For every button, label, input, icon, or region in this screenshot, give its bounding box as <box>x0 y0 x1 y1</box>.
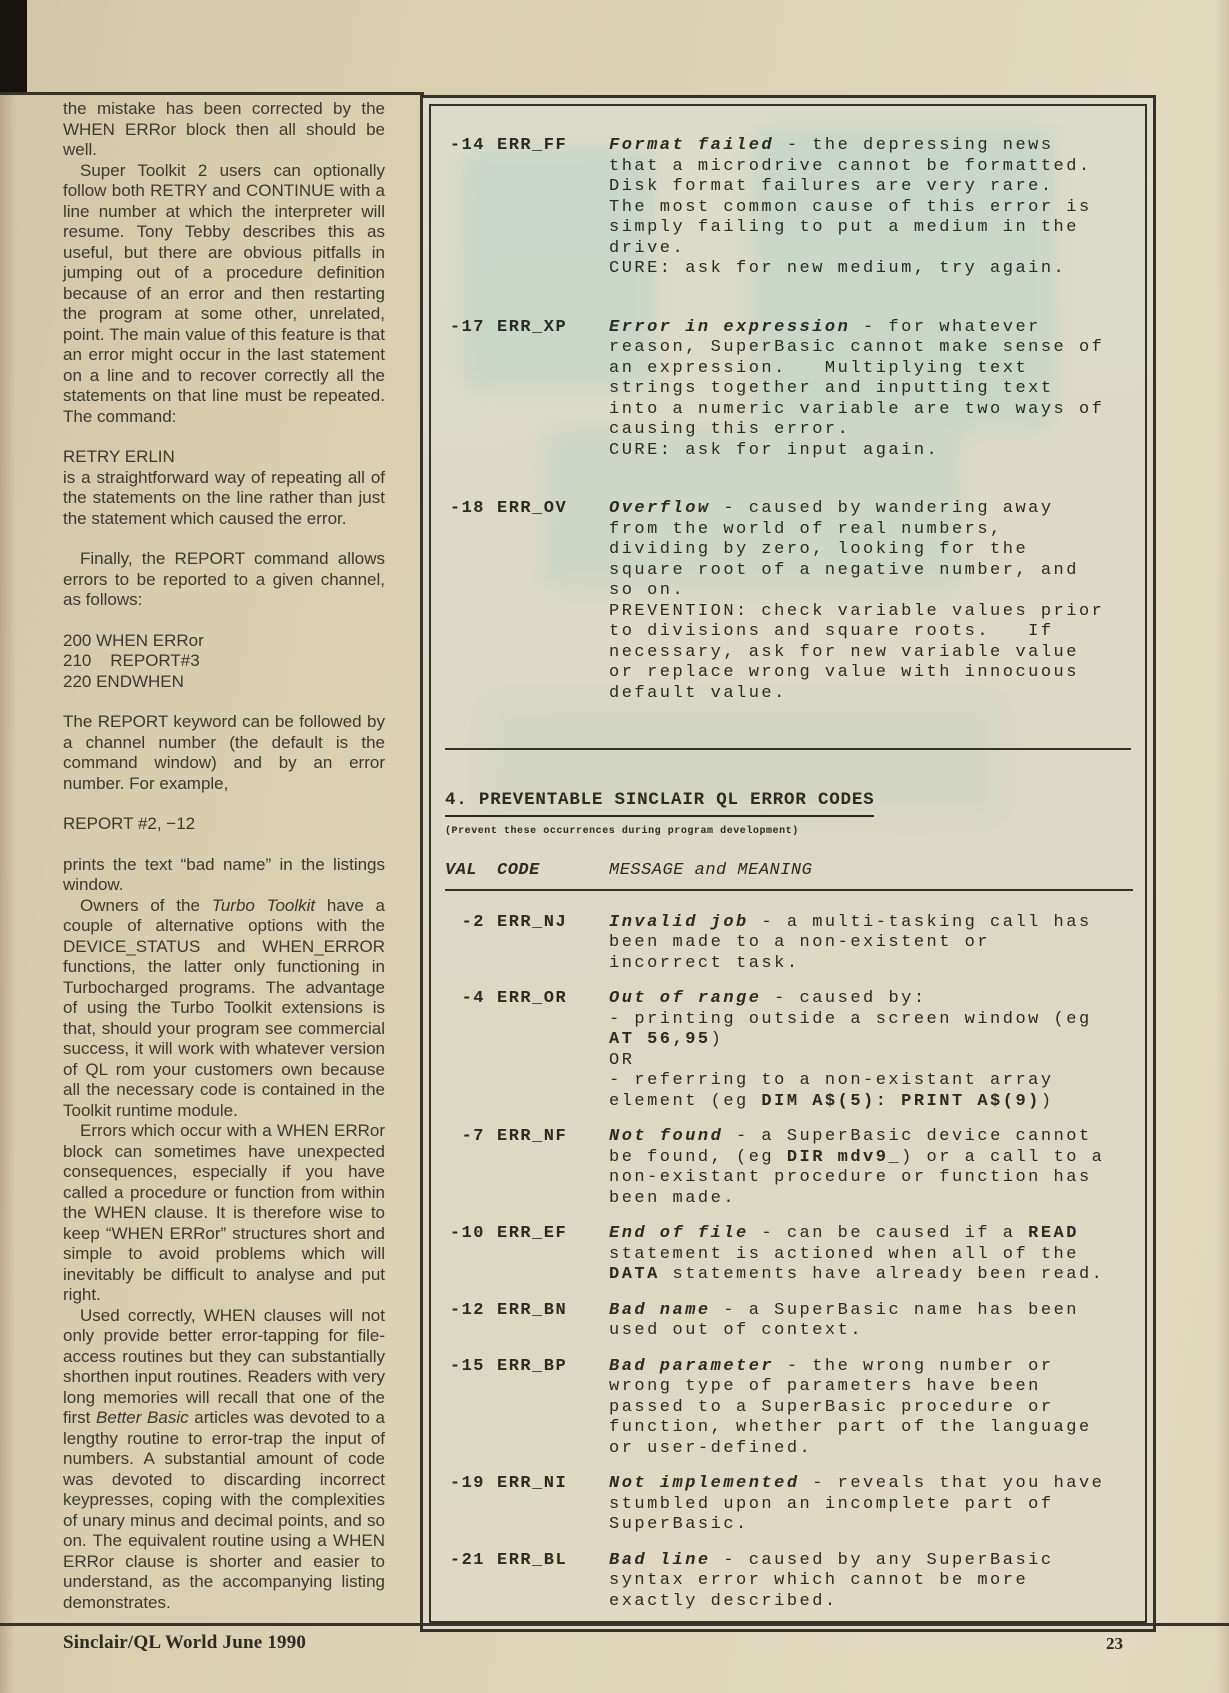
error-code-cell: ERR_FF <box>497 136 568 155</box>
error-table-row <box>445 1551 1133 1613</box>
error-message-text: OR <box>609 1050 635 1070</box>
error-message-line <box>609 684 1133 705</box>
code-line: RETRY ERLIN <box>63 447 175 466</box>
error-message-text: DATA <box>609 1265 660 1284</box>
error-message-line <box>609 1418 1133 1439</box>
page-edge-shadow-right <box>1215 0 1229 1693</box>
footer-publication: Sinclair/QL World June 1990 <box>63 1632 307 1653</box>
article-paragraph <box>63 161 385 428</box>
paragraph-text: Super Toolkit 2 users can optionally follow both RETRY and CONTINUE with a line number at which the interpreter will resume. Tony Tebby describes this as useful, but there are obvious pitfalls in jumping out of a procedure definition because of an error and then restarting the program at some other, unrelated, point. The main value of this feature is that an error might occur in the last statement on a line and to recover correctly all the statements on that line must be repeated. The command: <box>63 160 385 426</box>
error-message-title: Invalid job <box>609 912 749 932</box>
error-value-cell: -14 <box>449 136 485 155</box>
error-message-line <box>609 1189 1133 1210</box>
error-message-cell <box>609 1301 1133 1342</box>
error-message-text: be found, (eg <box>609 1147 787 1167</box>
scan-black-corner <box>0 0 27 95</box>
error-message-title: Bad name <box>609 1300 711 1320</box>
error-message-line <box>609 933 1133 954</box>
error-message-text: used out of context. <box>609 1321 864 1340</box>
error-value-cell: -2 <box>461 912 485 932</box>
error-value-cell: -7 <box>461 1127 485 1146</box>
error-message-text: - a SuperBasic device cannot <box>723 1127 1092 1146</box>
code-listing <box>63 814 385 835</box>
paragraph-text: Used correctly, WHEN clauses will not only provide better error-tapping for file-access routines but they can substantially shorthen input routines. Readers with very long memories will recall that one of the first <box>63 1305 385 1427</box>
error-message-text: - a SuperBasic name has been <box>710 1300 1079 1320</box>
error-message-line <box>609 643 1133 664</box>
paragraph-text: The REPORT keyword can be followed by a channel number (the default is the command window) and by an error number. For example, <box>63 712 385 793</box>
error-message-cell <box>609 1224 1133 1286</box>
error-code-cell: ERR_EF <box>497 1224 568 1243</box>
error-message-cell <box>609 1474 1133 1536</box>
error-table-row <box>445 1224 1133 1286</box>
error-value-cell: -10 <box>449 1224 485 1243</box>
error-table-row <box>445 318 1133 462</box>
error-message-text: strings together and inputting text <box>609 379 1054 398</box>
article-paragraph <box>63 896 385 1122</box>
error-message-line <box>609 1224 1133 1245</box>
error-message-line <box>609 1592 1133 1613</box>
error-message-line <box>609 400 1133 421</box>
error-message-line <box>609 1168 1133 1189</box>
error-message-text: - a multi-tasking call has <box>748 912 1092 932</box>
error-message-text: non-existant procedure or function has <box>609 1168 1092 1187</box>
error-message-cell <box>609 1357 1133 1460</box>
error-message-line <box>609 520 1133 541</box>
footer-rule <box>0 1623 1229 1626</box>
error-message-line <box>609 602 1133 623</box>
error-message-cell <box>609 136 1133 280</box>
error-value-cell: -4 <box>461 989 485 1008</box>
error-message-text: statement is actioned when all of the <box>609 1244 1079 1264</box>
error-message-text: - can be caused if a <box>748 1224 1029 1243</box>
error-message-line <box>609 318 1133 339</box>
error-code-cell: ERR_OR <box>497 989 568 1008</box>
error-message-text: - caused by wandering away <box>710 499 1054 518</box>
error-code-table-panel <box>420 95 1156 1632</box>
error-message-line <box>609 1301 1133 1322</box>
error-value-cell: -12 <box>449 1300 485 1320</box>
error-message-cell <box>609 989 1133 1112</box>
paragraph-text: Errors which occur with a WHEN ERRor block can sometimes have unexpected consequences, especially if you have called a procedure or function from within the WHEN clause. It is therefore wise to keep “WHEN ERRor” structures short and simple to avoid problems which will inevitably be difficult to analyse and put right. <box>63 1121 385 1304</box>
error-message-text: SuperBasic. <box>609 1515 749 1534</box>
error-message-line <box>609 1357 1133 1378</box>
page-edge-shadow-left <box>0 0 16 1693</box>
error-message-text: to divisions and square roots. If <box>609 622 1054 641</box>
error-message-line <box>609 1551 1133 1572</box>
footer-page-number: 23 <box>1106 1634 1123 1653</box>
error-message-text: ) <box>710 1030 724 1049</box>
error-message-text: been made. <box>609 1188 737 1208</box>
error-message-text: element (eg <box>609 1091 762 1111</box>
error-message-line <box>609 1495 1133 1516</box>
error-message-line <box>609 1265 1133 1286</box>
section-subtitle: (Prevent these occurrences during program development) <box>445 826 799 837</box>
error-message-line <box>609 561 1133 582</box>
error-message-text: - for whatever <box>850 317 1041 337</box>
error-message-line <box>609 359 1133 380</box>
article-paragraph <box>63 468 385 530</box>
error-code-table-content <box>429 104 1147 1623</box>
error-message-text: causing this error. <box>609 420 851 439</box>
error-message-line <box>609 1515 1133 1536</box>
error-message-cell <box>609 1127 1133 1209</box>
error-message-title: Format failed <box>609 136 775 155</box>
paragraph-text: Finally, the REPORT command allows errors to be reported to a given channel, as follows: <box>63 549 385 609</box>
error-value-cell: -21 <box>449 1550 485 1570</box>
error-message-text: been made to a non-existent or <box>609 933 991 952</box>
article-paragraph <box>63 712 385 794</box>
error-message-line <box>609 989 1133 1010</box>
error-value-cell: -15 <box>449 1356 485 1376</box>
error-code-cell: ERR_XP <box>497 317 568 337</box>
error-message-text: DIR mdv9_ <box>786 1147 902 1167</box>
article-paragraph <box>63 855 385 896</box>
error-message-text: ) <box>1040 1091 1054 1111</box>
article-paragraph <box>63 1306 385 1614</box>
error-message-line <box>609 441 1133 462</box>
code-line: 220 ENDWHEN <box>63 671 184 691</box>
table-header-rule <box>445 889 1133 891</box>
error-message-text: Disk format failures are very rare. <box>609 177 1054 196</box>
error-message-text: DIM A$(5): PRINT A$(9) <box>761 1091 1041 1111</box>
error-message-line <box>609 177 1133 198</box>
error-message-text: - caused by: <box>761 989 927 1008</box>
error-message-text: exactly described. <box>609 1591 838 1611</box>
code-line: 210 REPORT#3 <box>63 651 200 670</box>
error-message-line <box>609 581 1133 602</box>
error-message-text: an expression. Multiplying text <box>609 358 1029 378</box>
error-message-title: End of file <box>609 1224 749 1243</box>
error-message-text: or replace wrong value with innocuous <box>609 663 1079 682</box>
error-message-line <box>609 1245 1133 1266</box>
error-table-row <box>445 136 1133 280</box>
error-message-text: dividing by zero, looking for the <box>609 540 1029 559</box>
paragraph-text: is a straightforward way of repeating all of the statements on the line rather than just the statement which caused the error. <box>63 467 385 528</box>
column-header-val: VAL <box>445 861 478 880</box>
error-message-text: drive. <box>609 238 686 258</box>
code-listing <box>63 447 385 468</box>
error-message-line <box>609 499 1133 520</box>
error-message-text: necessary, ask for new variable value <box>609 642 1079 662</box>
error-message-line <box>609 198 1133 219</box>
error-message-text: simply failing to put a medium in the <box>609 218 1079 237</box>
section-heading: 4. PREVENTABLE SINCLAIR QL ERROR CODES <box>445 790 874 817</box>
error-message-line <box>609 259 1133 280</box>
error-table-row <box>445 1474 1133 1536</box>
error-message-title: Out of range <box>609 989 762 1008</box>
error-message-cell <box>609 913 1133 975</box>
error-message-line <box>609 663 1133 684</box>
code-line: 200 WHEN ERRor <box>63 630 204 650</box>
error-message-title: Not implemented <box>609 1474 800 1493</box>
error-code-cell: ERR_BN <box>497 1300 568 1320</box>
error-message-line <box>609 954 1133 975</box>
error-message-line <box>609 622 1133 643</box>
paragraph-text: Owners of the <box>80 895 212 915</box>
error-code-cell: ERR_BP <box>497 1356 568 1376</box>
column-header-message: MESSAGE and MEANING <box>609 861 813 880</box>
code-listing <box>63 631 385 693</box>
italic-title-text: Better Basic <box>96 1408 189 1427</box>
error-message-line <box>609 1148 1133 1169</box>
error-message-line <box>609 1377 1133 1398</box>
error-message-title: Error in expression <box>609 317 851 337</box>
error-message-line <box>609 1571 1133 1592</box>
error-message-line <box>609 420 1133 441</box>
article-text-column <box>63 99 385 1613</box>
error-message-line <box>609 913 1133 934</box>
error-value-cell: -19 <box>449 1474 485 1493</box>
error-code-cell: ERR_NI <box>497 1474 568 1493</box>
error-message-text: AT 56,95 <box>609 1030 711 1049</box>
error-message-line <box>609 157 1133 178</box>
error-code-cell: ERR_BL <box>497 1550 568 1570</box>
top-rule <box>0 92 424 95</box>
error-table-continued <box>445 136 1133 704</box>
error-message-line <box>609 1030 1133 1051</box>
error-message-text: - the wrong number or <box>774 1356 1054 1376</box>
error-message-cell <box>609 499 1133 704</box>
error-message-line <box>609 379 1133 400</box>
error-message-text: incorrect task. <box>609 953 800 973</box>
error-message-text: The most common cause of this error is <box>609 197 1092 217</box>
error-message-text: statements have already been read. <box>659 1265 1105 1284</box>
error-message-text: - referring to a non-existant array <box>609 1071 1054 1090</box>
error-message-title: Bad parameter <box>609 1356 775 1376</box>
error-message-text: - the depressing news <box>774 136 1054 155</box>
error-message-line <box>609 1474 1133 1495</box>
error-message-cell <box>609 1551 1133 1613</box>
error-message-line <box>609 136 1133 157</box>
error-message-line <box>609 338 1133 359</box>
error-code-cell: ERR_OV <box>497 499 568 518</box>
article-paragraph <box>63 1121 385 1306</box>
error-message-cell <box>609 318 1133 462</box>
error-message-text: so on. <box>609 581 686 600</box>
error-message-line <box>609 1398 1133 1419</box>
error-message-text: syntax error which cannot be more <box>609 1571 1029 1590</box>
article-paragraph <box>63 549 385 611</box>
error-message-text: PREVENTION: check variable values prior <box>609 601 1105 621</box>
error-message-text: function, whether part of the language <box>609 1418 1092 1437</box>
error-table-row <box>445 1357 1133 1460</box>
error-message-text: or user-defined. <box>609 1438 813 1458</box>
paragraph-text: the mistake has been corrected by the WHEN ERRor block then all should be well. <box>63 99 385 159</box>
error-value-cell: -18 <box>449 499 485 518</box>
error-message-text: CURE: ask for new medium, try again. <box>609 259 1067 278</box>
article-paragraph <box>63 99 385 161</box>
error-table-row <box>445 989 1133 1112</box>
error-message-line <box>609 218 1133 239</box>
error-message-line <box>609 1092 1133 1113</box>
error-message-line <box>609 239 1133 260</box>
error-message-text: wrong type of parameters have been <box>609 1377 1041 1396</box>
error-message-text: square root of a negative number, and <box>609 560 1079 580</box>
error-message-text: default value. <box>609 683 787 703</box>
error-message-line <box>609 1321 1133 1342</box>
error-message-text: reason, SuperBasic cannot make sense of <box>609 338 1105 357</box>
error-message-title: Overflow <box>609 499 711 518</box>
error-table-row <box>445 1127 1133 1209</box>
error-message-text: ) or a call to a <box>901 1147 1105 1167</box>
error-message-text: stumbled upon an incomplete part of <box>609 1494 1054 1514</box>
error-message-line <box>609 1127 1133 1148</box>
error-message-text: - caused by any SuperBasic <box>710 1550 1054 1570</box>
error-message-text: into a numeric variable are two ways of <box>609 399 1105 419</box>
error-message-line <box>609 1439 1133 1460</box>
error-message-text: that a microdrive cannot be formatted. <box>609 156 1092 176</box>
error-message-text: passed to a SuperBasic procedure or <box>609 1397 1054 1417</box>
error-message-text: from the world of real numbers, <box>609 519 1003 539</box>
error-code-cell: ERR_NF <box>497 1127 568 1146</box>
column-header-code: CODE <box>497 861 540 880</box>
italic-title-text: Turbo Toolkit <box>211 895 316 915</box>
error-message-line <box>609 1010 1133 1031</box>
error-message-text: - printing outside a screen window (eg <box>609 1009 1092 1029</box>
error-code-cell: ERR_NJ <box>497 912 568 932</box>
paragraph-text: prints the text “bad name” in the listings window. <box>63 854 385 894</box>
error-message-text: - reveals that you have <box>799 1474 1105 1493</box>
error-table-main <box>445 913 1133 1613</box>
error-message-line <box>609 540 1133 561</box>
error-message-text: READ <box>1028 1224 1079 1243</box>
paragraph-text: have a couple of alternative options with the DEVICE_STATUS and WHEN_ERROR functions, the latter only functioning in Turbocharged programs. The advantage of using the Turbo Toolkit extensions is that, should your program see commercial success, it will work with whatever version of QL rom your customers own because all the necessary code is contained in the Toolkit runtime module. <box>63 895 385 1120</box>
table-header-row <box>445 861 1133 882</box>
error-message-title: Bad line <box>609 1550 711 1570</box>
paragraph-text: articles was devoted to a lengthy routine to error-trap the input of numbers. A substantial amount of code was devoted to discarding incorrect keypresses, coping with the complexities of unary minus and decimal points, and so on. The equivalent routine using a WHEN ERRor clause is shorter and easier to understand, as the accompanying listing demonstrates. <box>63 1408 386 1612</box>
error-message-line <box>609 1051 1133 1072</box>
code-line: REPORT #2, −12 <box>63 814 196 833</box>
error-value-cell: -17 <box>449 317 485 337</box>
error-table-row <box>445 913 1133 975</box>
error-message-text: CURE: ask for input again. <box>609 440 940 460</box>
error-message-title: Not found <box>609 1127 724 1146</box>
error-table-row <box>445 1301 1133 1342</box>
error-message-line <box>609 1071 1133 1092</box>
error-table-row <box>445 499 1133 704</box>
